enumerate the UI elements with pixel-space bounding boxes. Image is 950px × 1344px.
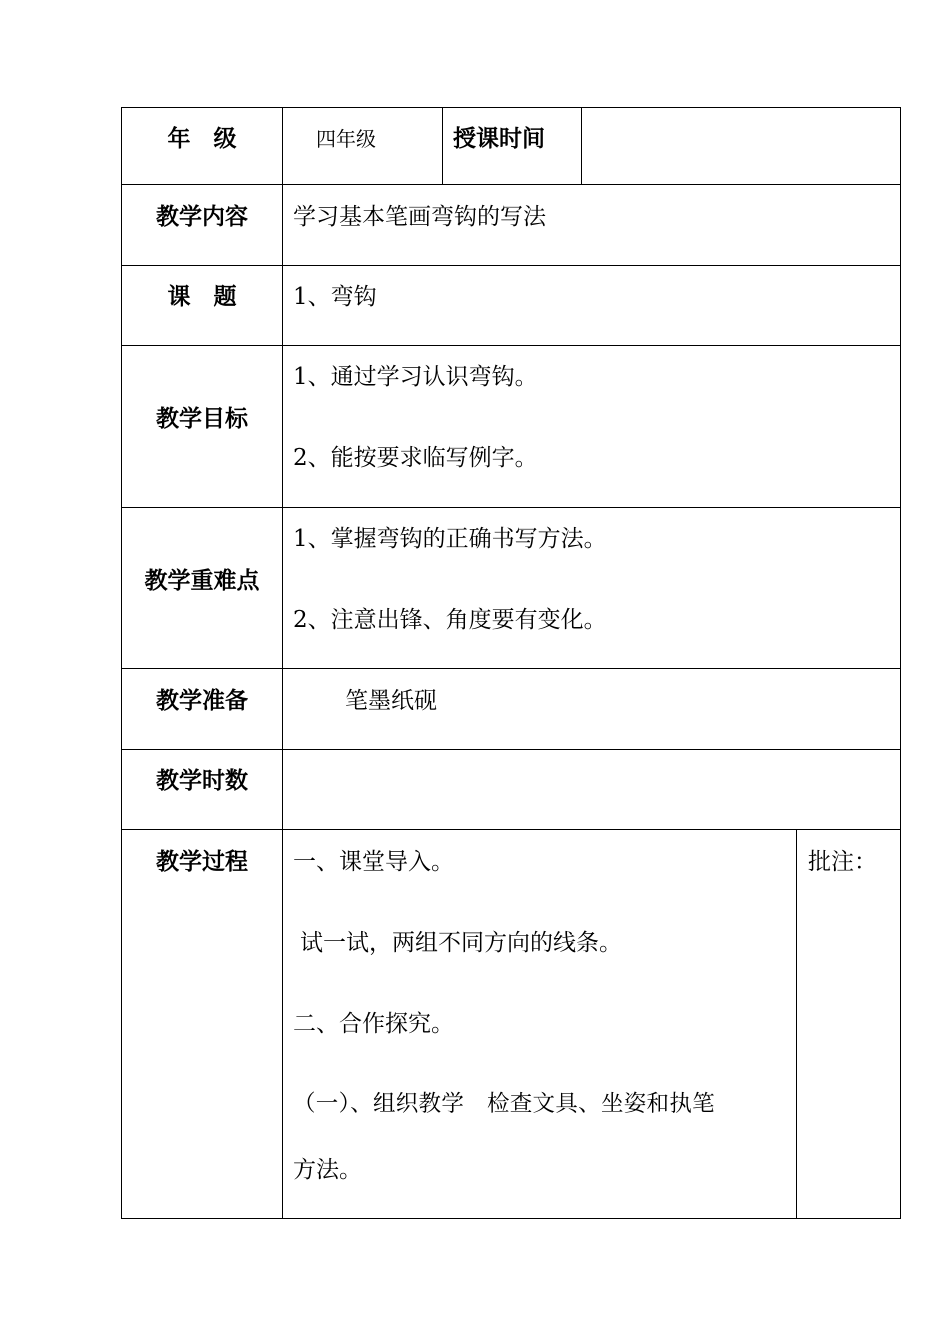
row-divider xyxy=(121,749,901,750)
content-value: 学习基本笔画弯钩的写法 xyxy=(293,204,546,230)
topic-label: 课 题 xyxy=(167,284,237,310)
table-border-left xyxy=(121,107,122,1219)
label-column-divider xyxy=(282,107,283,1219)
process-label: 教学过程 xyxy=(156,849,248,875)
row-divider xyxy=(121,345,901,346)
process-item: 试一试，两组不同方向的线条。 xyxy=(300,930,622,956)
prep-value: 笔墨纸砚 xyxy=(345,688,437,714)
topic-value: 1、弯钩 xyxy=(293,284,377,310)
table-border-top xyxy=(121,107,901,108)
keypoint-item: 2、注意出锋、角度要有变化。 xyxy=(293,607,607,633)
table-border-right xyxy=(900,107,901,1219)
grade-value: 四年级 xyxy=(316,127,376,151)
process-item: 一、课堂导入。 xyxy=(293,849,454,875)
grade-time-divider xyxy=(442,107,443,185)
process-item: 方法。 xyxy=(293,1157,362,1183)
goal-item: 2、能按要求临写例字。 xyxy=(293,445,538,471)
keypoint-item: 1、掌握弯钩的正确书写方法。 xyxy=(293,526,607,552)
notes-column-divider xyxy=(796,829,797,1219)
process-item: 二、合作探究。 xyxy=(293,1011,454,1037)
notes-label: 批注： xyxy=(808,849,877,875)
row-divider xyxy=(121,184,901,185)
table-border-bottom xyxy=(121,1218,901,1219)
hours-label: 教学时数 xyxy=(156,768,248,794)
row-divider xyxy=(121,265,901,266)
row-divider xyxy=(121,507,901,508)
prep-label: 教学准备 xyxy=(156,688,248,714)
row-divider xyxy=(121,668,901,669)
content-label: 教学内容 xyxy=(156,204,248,230)
row-divider xyxy=(121,829,901,830)
goals-label: 教学目标 xyxy=(156,406,248,432)
goal-item: 1、通过学习认识弯钩。 xyxy=(293,364,538,390)
keypoints-label: 教学重难点 xyxy=(144,568,260,594)
class-time-label: 授课时间 xyxy=(453,126,545,152)
grade-label: 年 级 xyxy=(167,126,237,152)
process-item: （一）、组织教学 检查文具、坐姿和执笔 xyxy=(293,1091,715,1117)
time-value-divider xyxy=(581,107,582,185)
